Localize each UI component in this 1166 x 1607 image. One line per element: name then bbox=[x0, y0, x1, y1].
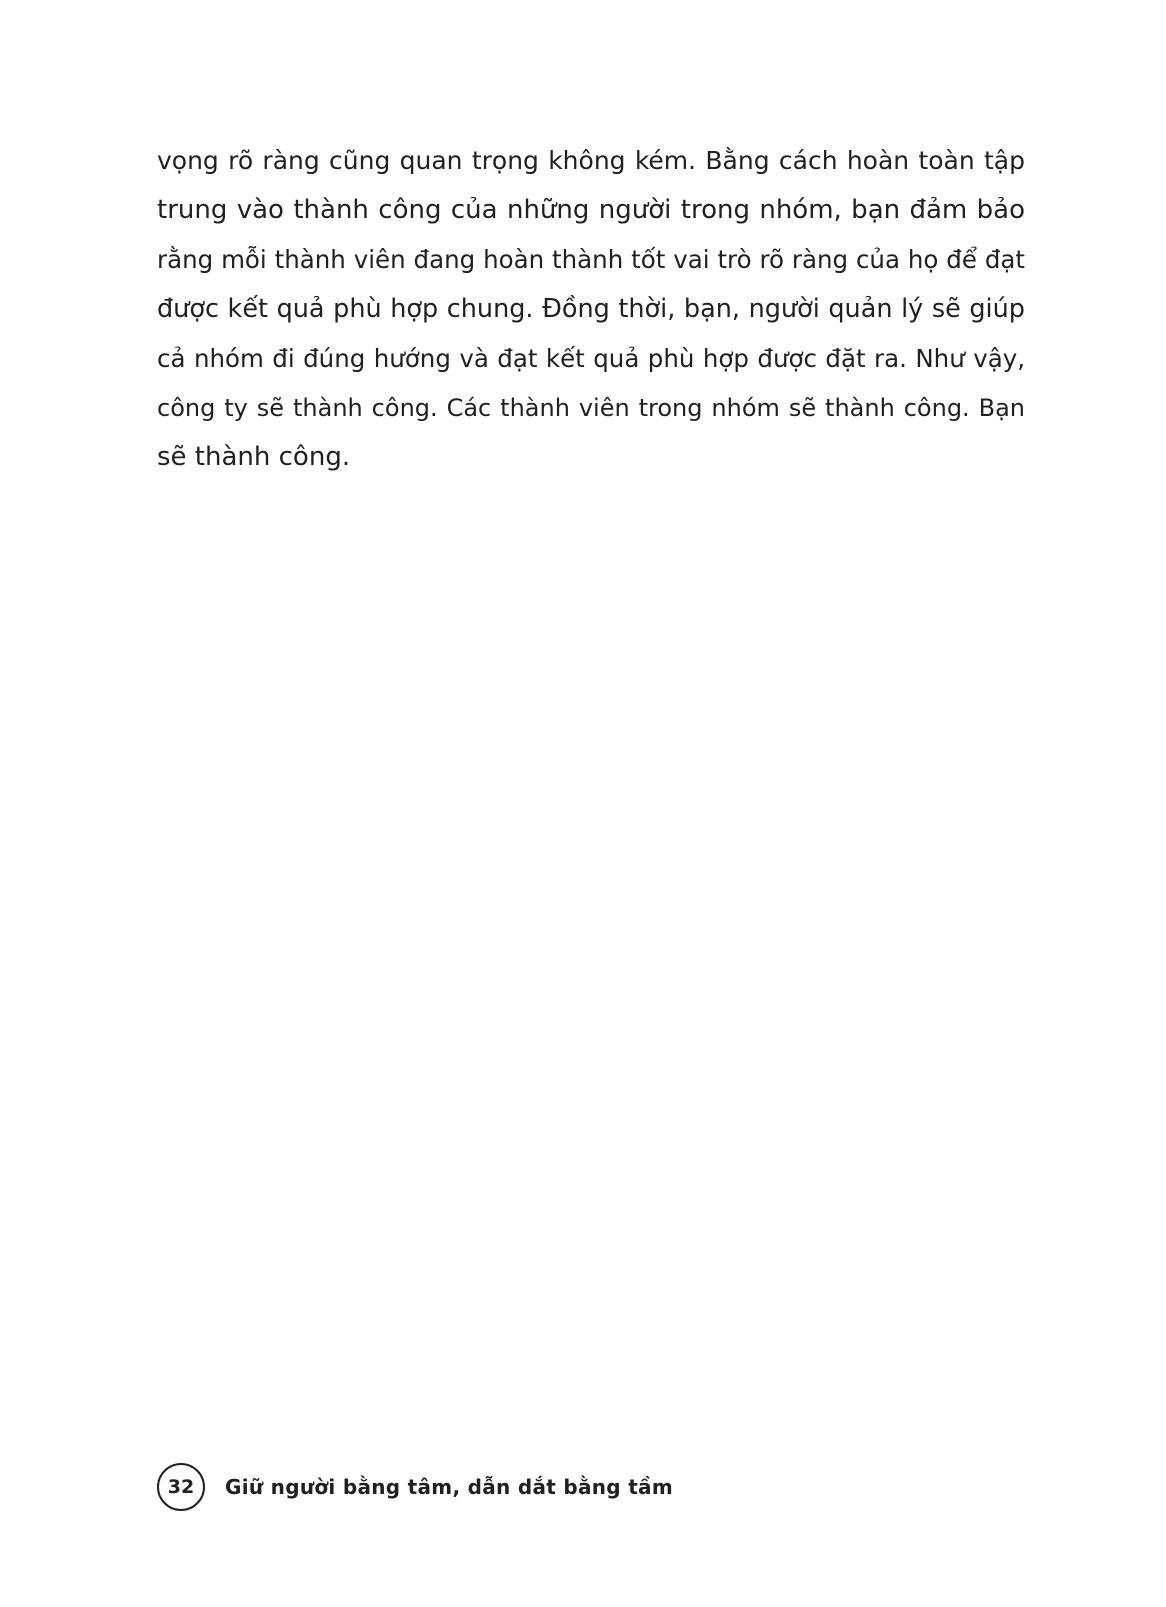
paragraph-line: vọng rõ ràng cũng quan trọng không kém. Bằng cách hoàn toàn tập bbox=[157, 146, 1025, 175]
page-footer bbox=[157, 1461, 673, 1513]
paragraph-line: rằng mỗi thành viên đang hoàn thành tốt vai trò rõ ràng của họ để đạt bbox=[157, 245, 1025, 274]
page-number-badge: 32 bbox=[157, 1463, 205, 1511]
running-title: Giữ người bằng tâm, dẫn dắt bằng tầm bbox=[225, 1475, 673, 1499]
paragraph-line: được kết quả phù hợp chung. Đồng thời, bạn, người quản lý sẽ giúp bbox=[157, 293, 1025, 324]
paragraph-line: cả nhóm đi đúng hướng và đạt kết quả phù hợp được đặt ra. Như vậy, bbox=[157, 344, 1025, 373]
paragraph-line: công ty sẽ thành công. Các thành viên trong nhóm sẽ thành công. Bạn bbox=[157, 393, 1025, 422]
body-paragraph bbox=[157, 136, 1025, 483]
paragraph-line-last: sẽ thành công. bbox=[157, 442, 351, 472]
paragraph-line: trung vào thành công của những người trong nhóm, bạn đảm bảo bbox=[157, 194, 1025, 225]
